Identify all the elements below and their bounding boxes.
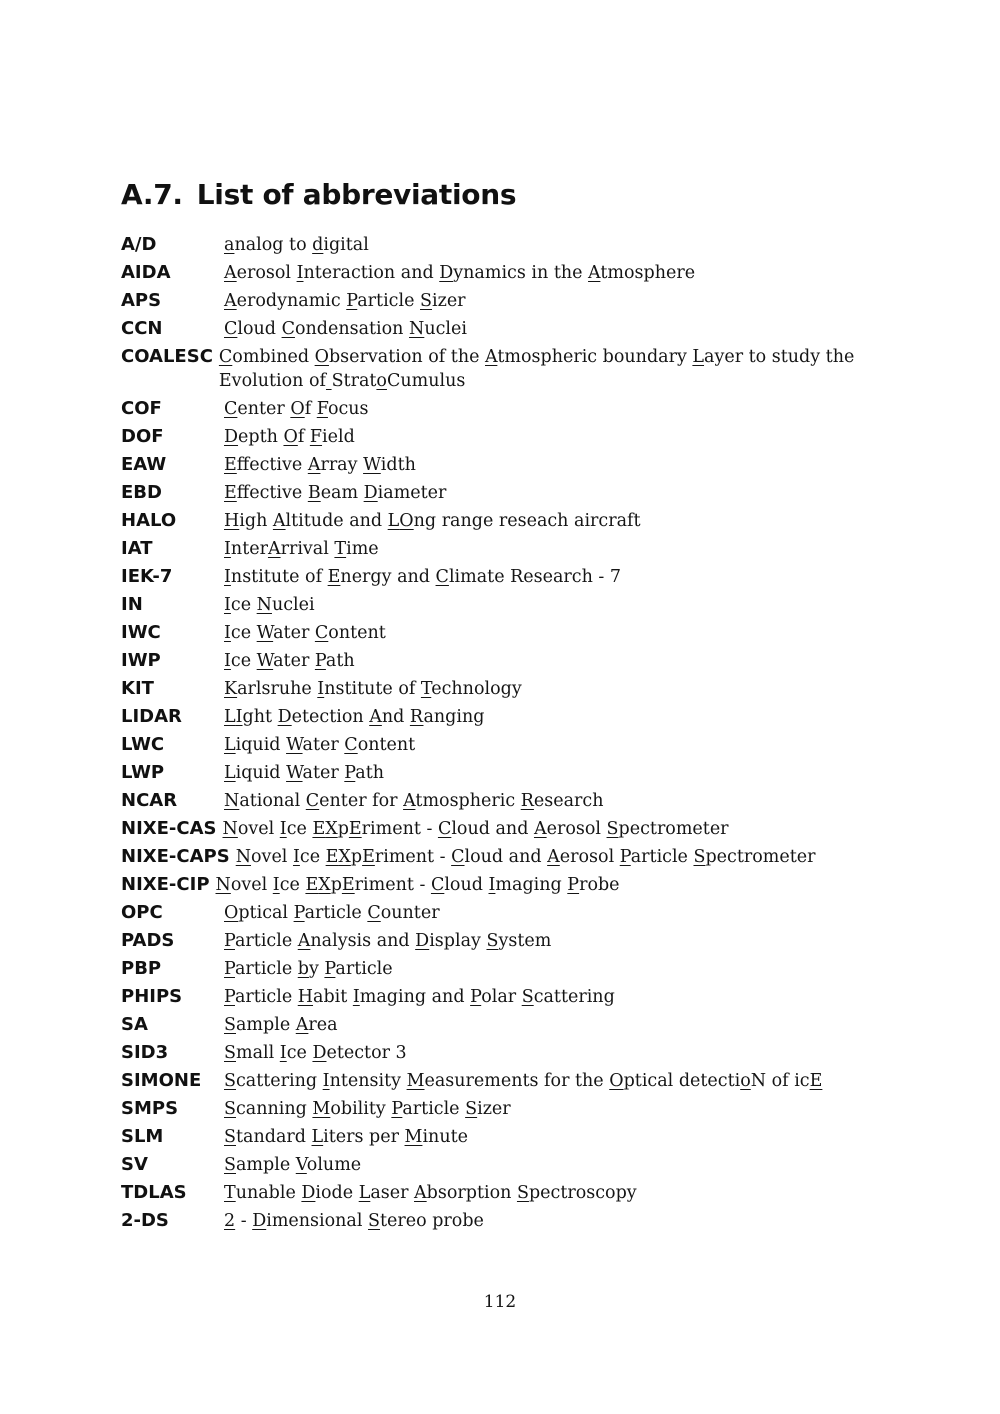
abbreviation-term: SA [121,1014,148,1035]
abbreviation-definition: Cloud Condensation Nuclei [224,319,467,339]
abbreviation-definition: Aerosol Interaction and Dynamics in the Atmosphere [224,263,696,283]
list-item [121,647,881,675]
abbreviation-term: DOF [121,426,164,447]
list-item [121,815,881,843]
abbreviation-definition: Ice Water Path [224,651,355,671]
abbreviation-definition: Effective Beam Diameter [224,483,447,503]
abbreviation-term: SIMONE [121,1070,202,1091]
abbreviation-term: COF [121,398,162,419]
list-item [121,479,881,507]
abbreviation-definition: LIght Detection And Ranging [224,707,485,727]
list-item [121,507,881,535]
abbreviation-definition: Standard Liters per Minute [224,1127,468,1147]
abbreviation-definition: Small Ice Detector 3 [224,1043,407,1063]
list-item [121,731,881,759]
list-item [121,619,881,647]
abbreviation-definition: Ice Nuclei [224,595,315,615]
list-item [121,1039,881,1067]
abbreviation-definition: Aerodynamic Particle Sizer [224,291,466,311]
abbreviation-definition: Center Of Focus [224,399,369,419]
abbreviation-term: HALO [121,510,177,531]
page-number: 112 [483,1292,517,1312]
abbreviation-term: CCN [121,318,163,339]
abbreviation-definition: Optical Particle Counter [224,903,440,923]
abbreviation-term: EAW [121,454,167,475]
abbreviation-definition: Novel Ice EXpEriment - Cloud and Aerosol Spectrometer [222,819,729,839]
abbreviation-term: SMPS [121,1098,179,1119]
abbreviation-definition: InterArrival Time [224,539,379,559]
list-item [121,591,881,619]
abbreviation-term: IWC [121,622,161,643]
abbreviation-definition: Tunable Diode Laser Absorption Spectroscopy [224,1183,637,1203]
abbreviation-definition: Depth Of Field [224,427,355,447]
abbreviation-definition: National Center for Atmospheric Research [224,791,604,811]
abbreviation-definition: Sample Area [224,1015,338,1035]
abbreviation-definition: Effective Array Width [224,455,416,475]
list-item [121,287,881,315]
abbreviation-term: NIXE-CIP [121,874,210,895]
abbreviation-definition: Particle Habit Imaging and Polar Scattering [224,987,615,1007]
abbreviation-term: TDLAS [121,1182,187,1203]
section-title: List of abbreviations [196,178,517,211]
list-item [121,675,881,703]
list-item [121,315,881,343]
abbreviation-definition: Novel Ice EXpEriment - Cloud Imaging Probe [215,875,620,895]
abbreviation-term: SID3 [121,1042,169,1063]
abbreviation-term: LWC [121,734,165,755]
list-item [121,899,881,927]
abbreviation-definition: Particle by Particle [224,959,393,979]
abbreviation-term: PHIPS [121,986,183,1007]
abbreviation-term: APS [121,290,162,311]
abbreviation-definition: Sample Volume [224,1155,362,1175]
abbreviation-term: PADS [121,930,175,951]
abbreviation-term: IN [121,594,143,615]
list-item [121,787,881,815]
list-item [121,955,881,983]
abbreviation-term: OPC [121,902,163,923]
list-item [121,343,881,395]
abbreviation-definition: Karlsruhe Institute of Technology [224,679,522,699]
list-item [121,451,881,479]
list-item [121,843,881,871]
list-item [121,1179,881,1207]
abbreviation-definition: Scanning Mobility Particle Sizer [224,1099,511,1119]
list-item [121,395,881,423]
abbreviation-term: NIXE-CAPS [121,846,230,867]
section-heading [121,178,516,211]
abbreviation-term: 2-DS [121,1210,169,1231]
list-item [121,871,881,899]
abbreviation-term: A/D [121,234,157,255]
abbreviation-term: LWP [121,762,165,783]
abbreviation-definition: Combined Observation of the Atmospheric boundary Layer to study the Evolution of StratoCumulus [218,347,855,391]
list-item [121,1123,881,1151]
abbreviation-term: KIT [121,678,154,699]
abbreviation-definition: Ice Water Content [224,623,386,643]
abbreviation-definition: Particle Analysis and Display System [224,931,552,951]
abbreviation-term: SLM [121,1126,164,1147]
section-number: A.7. [121,178,183,211]
abbreviation-term: PBP [121,958,162,979]
abbreviation-definition: Novel Ice EXpEriment - Cloud and Aerosol Particle Spectrometer [235,847,816,867]
list-item [121,1067,881,1095]
abbreviation-term: NIXE-CAS [121,818,217,839]
list-item [121,423,881,451]
list-item [121,703,881,731]
list-item [121,1207,881,1235]
abbreviation-definition: Scattering Intensity Measurements for the Optical detectioN of icE [224,1071,823,1091]
abbreviation-definition: Liquid Water Content [224,735,416,755]
abbreviation-definition: Liquid Water Path [224,763,385,783]
abbreviation-definition: Institute of Energy and Climate Research - 7 [224,567,622,587]
list-item [121,259,881,287]
abbreviation-term: AIDA [121,262,171,283]
abbreviation-term: IEK-7 [121,566,173,587]
list-item [121,983,881,1011]
list-item [121,759,881,787]
list-item [121,1095,881,1123]
list-item [121,563,881,591]
abbreviation-term: EBD [121,482,162,503]
abbreviation-definition: 2 - Dimensional Stereo probe [224,1211,484,1231]
abbreviation-term: LIDAR [121,706,182,727]
list-item [121,231,881,259]
abbreviation-term: SV [121,1154,148,1175]
abbreviation-list [121,231,881,1235]
abbreviation-term: COALESC [121,346,213,367]
abbreviation-term: IAT [121,538,153,559]
abbreviation-term: IWP [121,650,161,671]
list-item [121,1011,881,1039]
abbreviation-definition: High Altitude and LOng range reseach aircraft [224,511,641,531]
list-item [121,1151,881,1179]
list-item [121,535,881,563]
list-item [121,927,881,955]
abbreviation-term: NCAR [121,790,178,811]
abbreviation-definition: analog to digital [224,235,369,255]
